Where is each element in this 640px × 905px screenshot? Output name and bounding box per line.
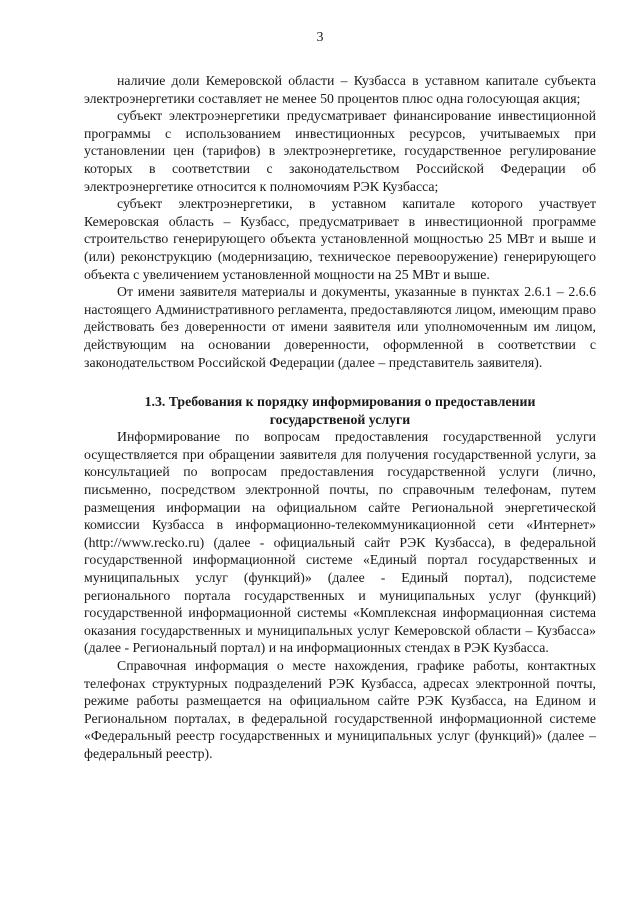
section-heading: 1.3. Требования к порядку информирования о предоставлении государственой услуги [144,394,536,427]
paragraph-reference-info: Справочная информация о месте нахождения, графике работы, контактных телефонах структурных подразделений РЭК Кузбасса, адресах электронной почты, режиме работы размещается на официальном сайте РЭК Кузбасса, на Едином и Региональном порталах, в федеральной государственной информационной системе «Федеральный реестр государственных и муниципальных услуг (функций)» (далее – федеральный реестр). [84,658,596,761]
page-number: 3 [316,30,324,45]
paragraph-share-requirement: наличие доли Кемеровской области – Кузбасса в уставном капитале субъекта электроэнергетики составляет не менее 50 процентов плюс одна голосующая акция; [84,73,596,106]
paragraph-applicant-representative: От имени заявителя материалы и документы, указанные в пунктах 2.6.1 – 2.6.6 настоящего Административного регламента, предоставляются лицом, имеющим право действовать без доверенности от имени заявителя или уполномоченным им лицом, действующим на основании доверенности, оформленной в соответствии с законодательством Российской Федерации (далее – представитель заявителя). [84,284,596,370]
document-body [84,72,596,763]
paragraph-generating-object: субъект электроэнергетики, в уставном капитале которого участвует Кемеровская область – Кузбасс, предусматривает в инвестиционной программе строительство генерирующего объекта установленной мощностью 25 МВт и выше и (или) реконструкцию (модернизацию, техническое перевооружение) генерирующего объекта с увеличением установленной мощности на 25 МВт и выше. [84,196,596,282]
paragraph-investment-program: субъект электроэнергетики предусматривает финансирование инвестиционной программы с использованием инвестиционных ресурсов, учитываемых при установлении цен (тарифов) в электроэнергетике, государственное регулирование которых в соответствии с законодательством Российской Федерации об электроэнергетике относится к полномочиям РЭК Кузбасса; [84,108,596,194]
paragraph-informing: Информирование по вопросам предоставления государственной услуги осуществляется при обращении заявителя для получения государственной услуги, за консультацией по вопросам предоставления государственной услуги (лично, письменно, посредством электронной почты, по справочным телефонам, путем размещения информации на официальном сайте Региональной энергетической комиссии Кузбасса в информационно-телекоммуникационной сети «Интернет» (http://www.recko.ru) (далее - официальный сайт РЭК Кузбасса), в федеральной государственной информационной системе «Единый портал государственных и муниципальных услуг (функций)» (далее - Единый портал), подсистеме регионального портала государственных и муниципальных услуг (функций) государственной информационной системы «Комплексная информационная система оказания государственных и муниципальных услуг Кемеровской области – Кузбасса» (далее - Региональный портал) и на информационных стендах в РЭК Кузбасса. [84,429,596,656]
